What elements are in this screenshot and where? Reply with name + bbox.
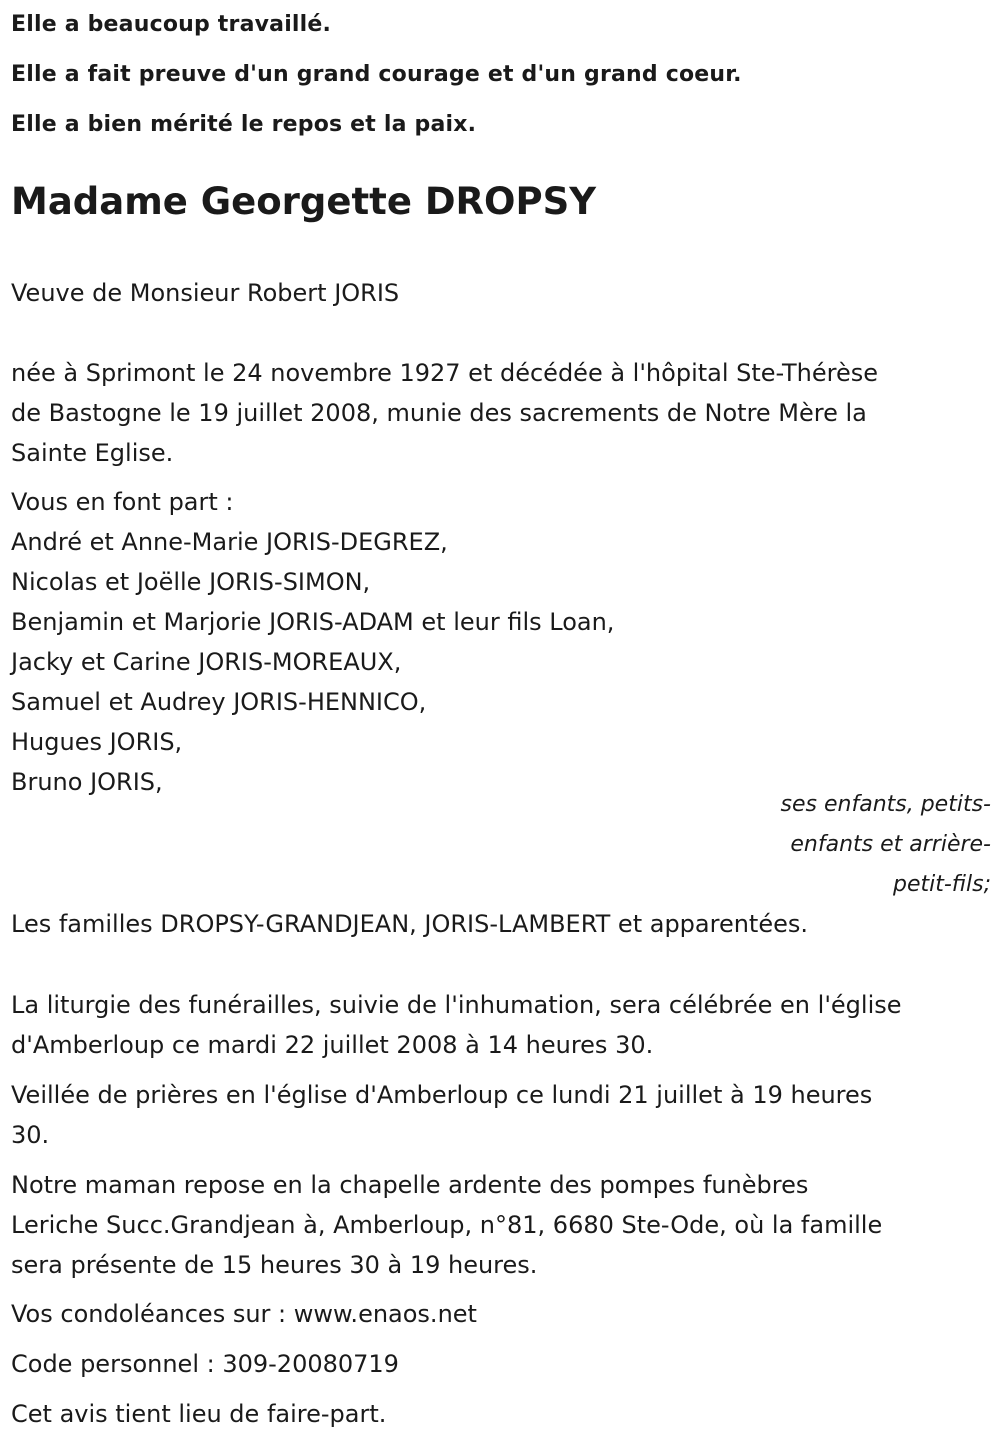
liturgy-line-1: La liturgie des funérailles, suivie de l'inhumation, sera célébrée en l'église	[11, 991, 902, 1019]
vigil-line-1: Veillée de prières en l'église d'Amberloup ce lundi 21 juillet à 19 heures	[11, 1081, 873, 1109]
family-member: Hugues JORIS,	[11, 728, 183, 756]
birth-death-line-2: de Bastogne le 19 juillet 2008, munie des sacrements de Notre Mère la	[11, 399, 867, 427]
condolences-text: Vos condoléances sur : www.enaos.net	[11, 1300, 477, 1328]
intro-line-2: Elle a fait preuve d'un grand courage et d'un grand coeur.	[11, 62, 742, 87]
widow-of-text: Veuve de Monsieur Robert JORIS	[11, 279, 400, 307]
liturgy-line-2: d'Amberloup ce mardi 22 juillet 2008 à 14 heures 30.	[11, 1031, 654, 1059]
other-families-text: Les familles DROPSY-GRANDJEAN, JORIS-LAMBERT et apparentées.	[11, 910, 809, 938]
family-role-line-1: ses enfants, petits-	[780, 792, 991, 817]
birth-death-line-3: Sainte Eglise.	[11, 439, 174, 467]
family-member: Nicolas et Joëlle JORIS-SIMON,	[11, 568, 371, 596]
family-member: Benjamin et Marjorie JORIS-ADAM et leur fils Loan,	[11, 608, 615, 636]
rest-line-1: Notre maman repose en la chapelle ardente des pompes funèbres	[11, 1171, 809, 1199]
birth-death-line-1: née à Sprimont le 24 novembre 1927 et décédée à l'hôpital Ste-Thérèse	[11, 359, 879, 387]
closing-text: Cet avis tient lieu de faire-part.	[11, 1400, 387, 1428]
family-member: André et Anne-Marie JORIS-DEGREZ,	[11, 528, 448, 556]
family-member: Samuel et Audrey JORIS-HENNICO,	[11, 688, 427, 716]
family-role-line-2: enfants et arrière-	[790, 832, 991, 857]
family-member: Bruno JORIS,	[11, 768, 163, 796]
personal-code-text: Code personnel : 309-20080719	[11, 1350, 399, 1378]
announce-text: Vous en font part :	[11, 488, 234, 516]
rest-line-3: sera présente de 15 heures 30 à 19 heures.	[11, 1251, 538, 1279]
intro-line-1: Elle a beaucoup travaillé.	[11, 12, 332, 37]
deceased-name: Madame Georgette DROPSY	[11, 180, 597, 223]
family-member: Jacky et Carine JORIS-MOREAUX,	[11, 648, 402, 676]
vigil-line-2: 30.	[11, 1121, 50, 1149]
family-role-line-3: petit-fils;	[892, 872, 991, 897]
rest-line-2: Leriche Succ.Grandjean à, Amberloup, n°81, 6680 Ste-Ode, où la famille	[11, 1211, 883, 1239]
intro-line-3: Elle a bien mérité le repos et la paix.	[11, 112, 477, 137]
